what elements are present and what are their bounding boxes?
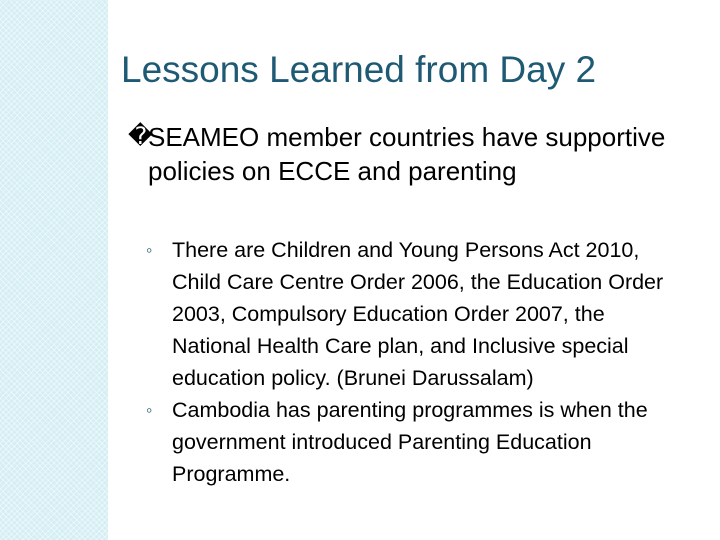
circle-bullet-icon: ◦: [146, 400, 153, 420]
main-bullet: [128, 120, 688, 188]
sub-bullet-item: [146, 394, 672, 490]
sub-bullet-text: Cambodia has parenting programmes is when the government introduced Parenting Education Programme.: [172, 398, 648, 486]
main-bullet-text: SEAMEO member countries have supportive policies on ECCE and parenting: [148, 122, 666, 186]
sub-bullet-list: [146, 234, 672, 490]
sub-bullet-text: There are Children and Young Persons Act 2010, Child Care Centre Order 2006, the Education Order 2003, Compulsory Education Order 2007, the National Health Care plan, and Inclusive special education policy. (Brunei Darussalam): [172, 238, 664, 390]
sub-bullet-item: [146, 234, 672, 394]
slide-title: Lessons Learned from Day 2: [121, 49, 597, 90]
bullet-marker-icon: �: [128, 123, 153, 150]
decorative-side-strip: [0, 0, 108, 540]
circle-bullet-icon: ◦: [146, 240, 153, 260]
